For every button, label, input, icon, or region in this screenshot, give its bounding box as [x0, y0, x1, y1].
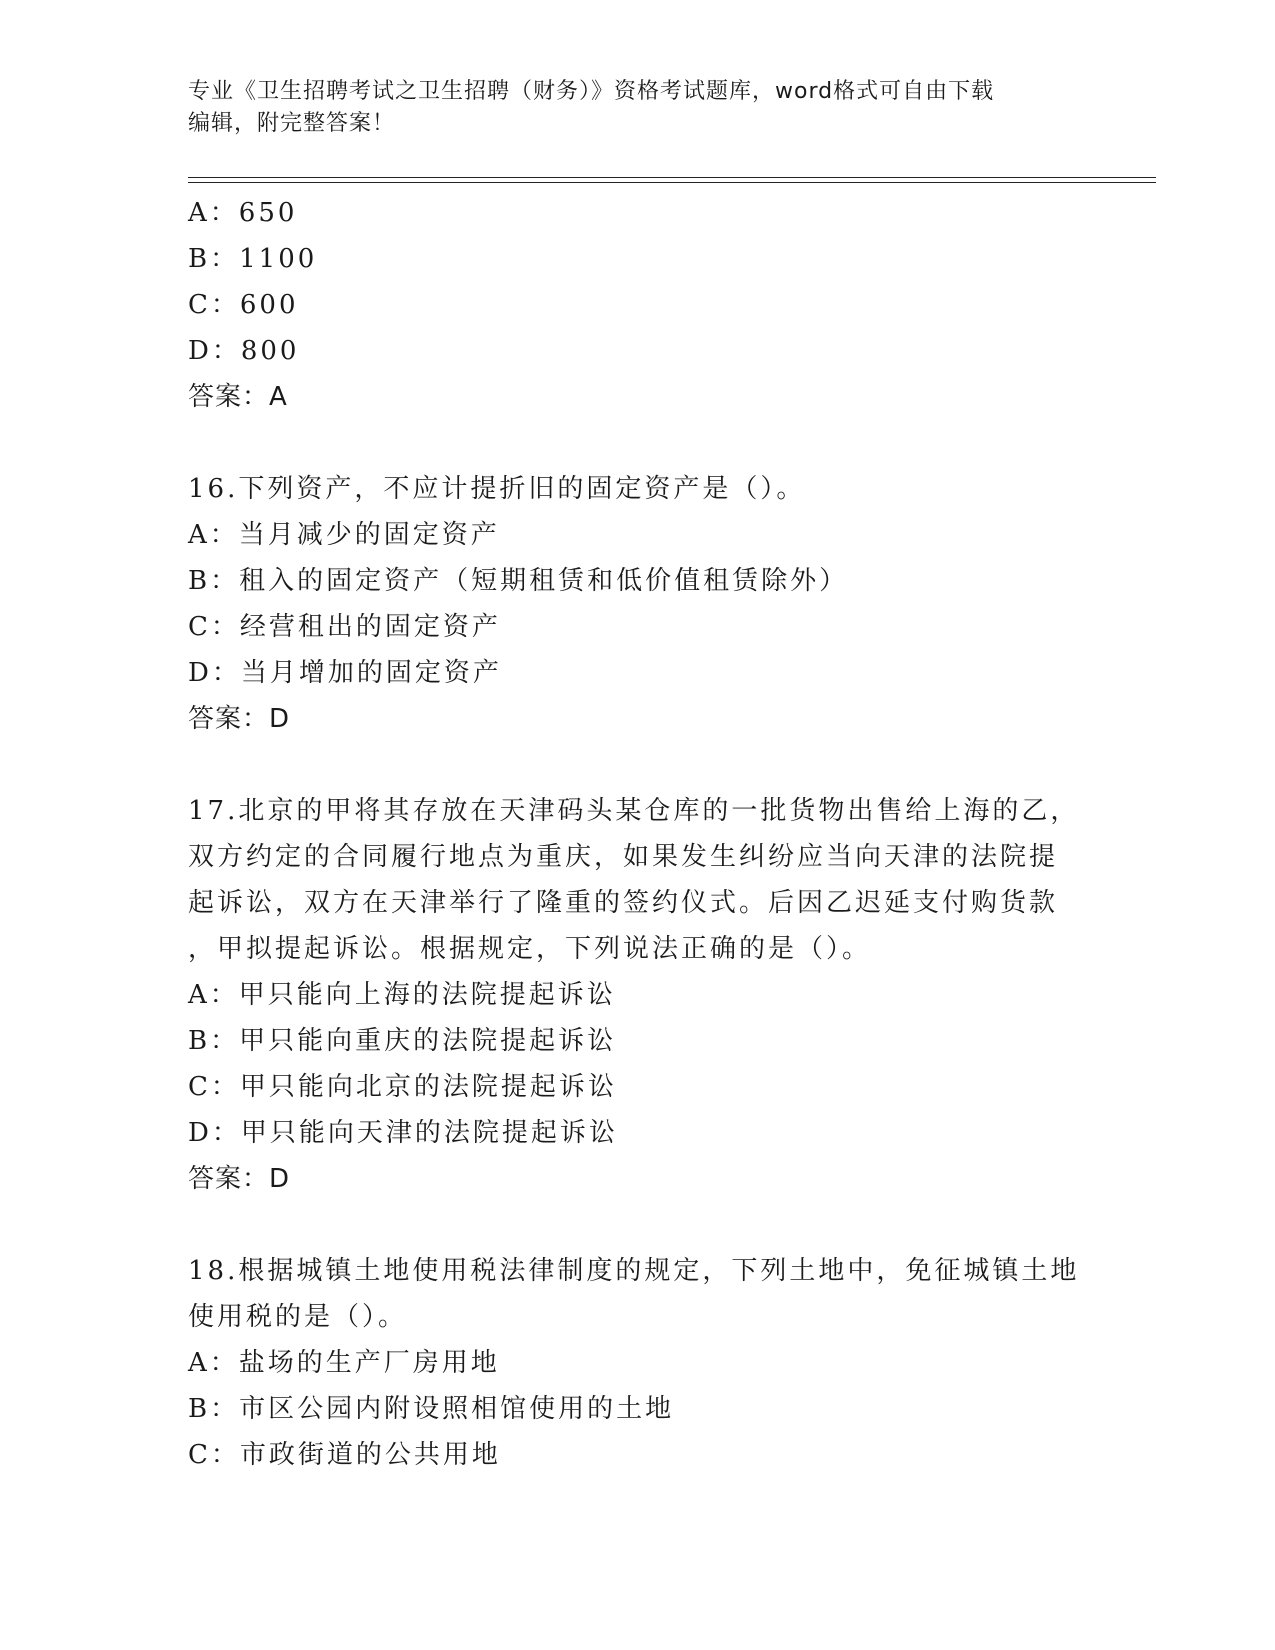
option-c: C：经营租出的固定资产 — [188, 612, 501, 642]
question-16 — [188, 466, 1088, 742]
question-stem-line: 17.北京的甲将其存放在天津码头某仓库的一批货物出售给上海的乙， — [188, 796, 1080, 826]
document-header — [188, 76, 1088, 140]
question-stem-line: 双方约定的合同履行地点为重庆，如果发生纠纷应当向天津的法院提 — [188, 842, 1059, 872]
question-15 — [188, 190, 1088, 420]
option-b: B：甲只能向重庆的法院提起诉讼 — [188, 1026, 617, 1056]
option-a: A：甲只能向上海的法院提起诉讼 — [188, 980, 616, 1010]
header-line-1: 专业《卫生招聘考试之卫生招聘（财务）》资格考试题库，word格式可自由下载 — [188, 79, 995, 104]
question-stem: 16.下列资产，不应计提折旧的固定资产是（）。 — [188, 474, 806, 504]
question-stem-line: 使用税的是（）。 — [188, 1302, 408, 1332]
question-17 — [188, 788, 1088, 1202]
option-d: D：当月增加的固定资产 — [188, 658, 502, 688]
option-b: B：1100 — [188, 244, 318, 274]
option-c: C：市政街道的公共用地 — [188, 1440, 501, 1470]
option-a: A：盐场的生产厂房用地 — [188, 1348, 500, 1378]
question-stem-line: 18.根据城镇土地使用税法律制度的规定，下列土地中，免征城镇土地 — [188, 1256, 1080, 1286]
header-line-2: 编辑，附完整答案！ — [188, 111, 396, 136]
header-divider-top — [188, 177, 1156, 178]
option-d: D：800 — [188, 336, 300, 366]
option-a: A：650 — [188, 198, 298, 228]
question-stem-line: ，甲拟提起诉讼。根据规定，下列说法正确的是（）。 — [188, 934, 872, 964]
header-divider-bottom — [188, 182, 1156, 183]
option-c: C：甲只能向北京的法院提起诉讼 — [188, 1072, 617, 1102]
option-d: D：甲只能向天津的法院提起诉讼 — [188, 1118, 618, 1148]
option-b: B：租入的固定资产（短期租赁和低价值租赁除外） — [188, 566, 849, 596]
answer-line: 答案：D — [188, 1164, 291, 1194]
question-18 — [188, 1248, 1088, 1478]
option-a: A：当月减少的固定资产 — [188, 520, 500, 550]
question-list — [188, 190, 1088, 1478]
answer-line: 答案：A — [188, 382, 288, 412]
question-stem-line: 起诉讼，双方在天津举行了隆重的签约仪式。后因乙迟延支付购货款 — [188, 888, 1059, 918]
option-b: B：市区公园内附设照相馆使用的土地 — [188, 1394, 675, 1424]
answer-line: 答案：D — [188, 704, 291, 734]
option-c: C：600 — [188, 290, 299, 320]
